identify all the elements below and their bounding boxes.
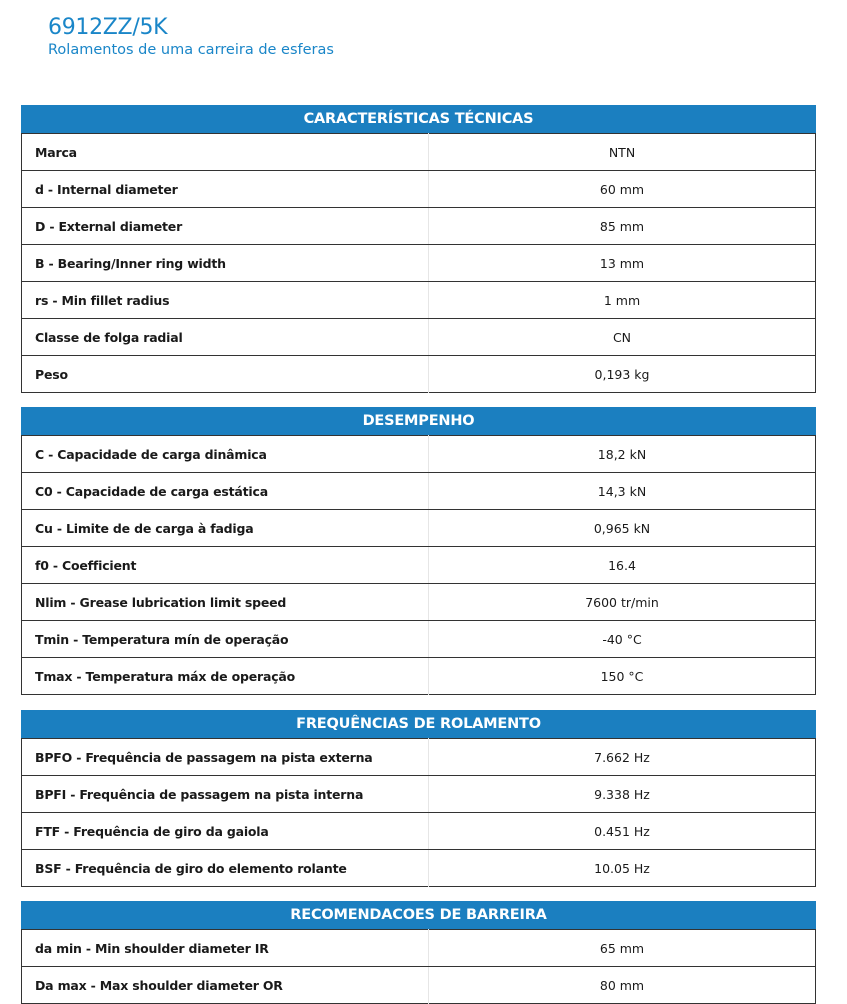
row-label: Tmin - Temperatura mín de operação [22,621,429,658]
row-label: da min - Min shoulder diameter IR [22,930,429,967]
section-header: CARACTERÍSTICAS TÉCNICAS [21,105,816,133]
row-label: C0 - Capacidade de carga estática [22,473,429,510]
row-label: Classe de folga radial [22,319,429,356]
row-label: rs - Min fillet radius [22,282,429,319]
row-label: Peso [22,356,429,393]
table-row [22,739,816,776]
product-subtitle: Rolamentos de uma carreira de esferas [48,42,334,58]
row-value: 14,3 kN [429,473,816,510]
row-value: 7.662 Hz [429,739,816,776]
table-row [22,208,816,245]
row-label: Tmax - Temperatura máx de operação [22,658,429,695]
section-header: RECOMENDACOES DE BARREIRA [21,901,816,929]
row-value: CN [429,319,816,356]
row-value: 0.451 Hz [429,813,816,850]
row-value: 80 mm [599,977,645,993]
row-value: -40 °C [429,621,816,658]
table-row [22,850,816,887]
row-value: 13 mm [429,245,816,282]
row-label: D - External diameter [22,208,429,245]
row-value: 150 °C [600,668,644,684]
row-value: 7600 tr/min [429,584,816,621]
row-label: B - Bearing/Inner ring width [22,245,429,282]
row-label: Marca [22,134,429,171]
row-value: 0,193 kg [594,366,650,382]
row-value: 60 mm [429,171,816,208]
table-row [22,547,816,584]
table-row [22,319,816,356]
table-row [22,658,816,695]
row-label: f0 - Coefficient [22,547,429,584]
table-row [22,134,816,171]
table-row [22,510,816,547]
row-label: BPFO - Frequência de passagem na pista externa [22,739,429,776]
row-value: 9.338 Hz [429,776,816,813]
table-row [22,930,816,967]
row-value: 0,965 kN [429,510,816,547]
section-barrier-recommendations [21,901,816,1004]
product-title: 6912ZZ/5K [48,15,168,40]
row-value: 65 mm [429,930,816,967]
row-label: d - Internal diameter [22,171,429,208]
spec-table [21,435,816,695]
section-bearing-frequencies [21,710,816,887]
row-label: FTF - Frequência de giro da gaiola [22,813,429,850]
row-label: Nlim - Grease lubrication limit speed [22,584,429,621]
row-value: NTN [429,134,816,171]
row-value: 16.4 [429,547,816,584]
section-technical-characteristics [21,105,816,393]
row-label: BPFI - Frequência de passagem na pista interna [22,776,429,813]
table-row [22,776,816,813]
table-row [22,621,816,658]
table-row [22,356,816,393]
table-row [22,967,816,1004]
row-value: 18,2 kN [429,436,816,473]
section-header: FREQUÊNCIAS DE ROLAMENTO [21,710,816,738]
row-label: Da max - Max shoulder diameter OR [22,967,429,1004]
page-header [48,14,334,58]
row-label: C - Capacidade de carga dinâmica [22,436,429,473]
table-row [22,473,816,510]
section-performance [21,407,816,695]
table-row [22,813,816,850]
row-label: Cu - Limite de de carga à fadiga [22,510,429,547]
row-label: BSF - Frequência de giro do elemento rolante [22,850,429,887]
table-row [22,584,816,621]
spec-table [21,133,816,393]
section-header: DESEMPENHO [21,407,816,435]
spec-table [21,929,816,1004]
table-row [22,282,816,319]
row-value: 85 mm [429,208,816,245]
row-value: 10.05 Hz [594,860,650,876]
table-row [22,171,816,208]
row-value: 1 mm [429,282,816,319]
table-row [22,245,816,282]
table-row [22,436,816,473]
spec-table [21,738,816,887]
